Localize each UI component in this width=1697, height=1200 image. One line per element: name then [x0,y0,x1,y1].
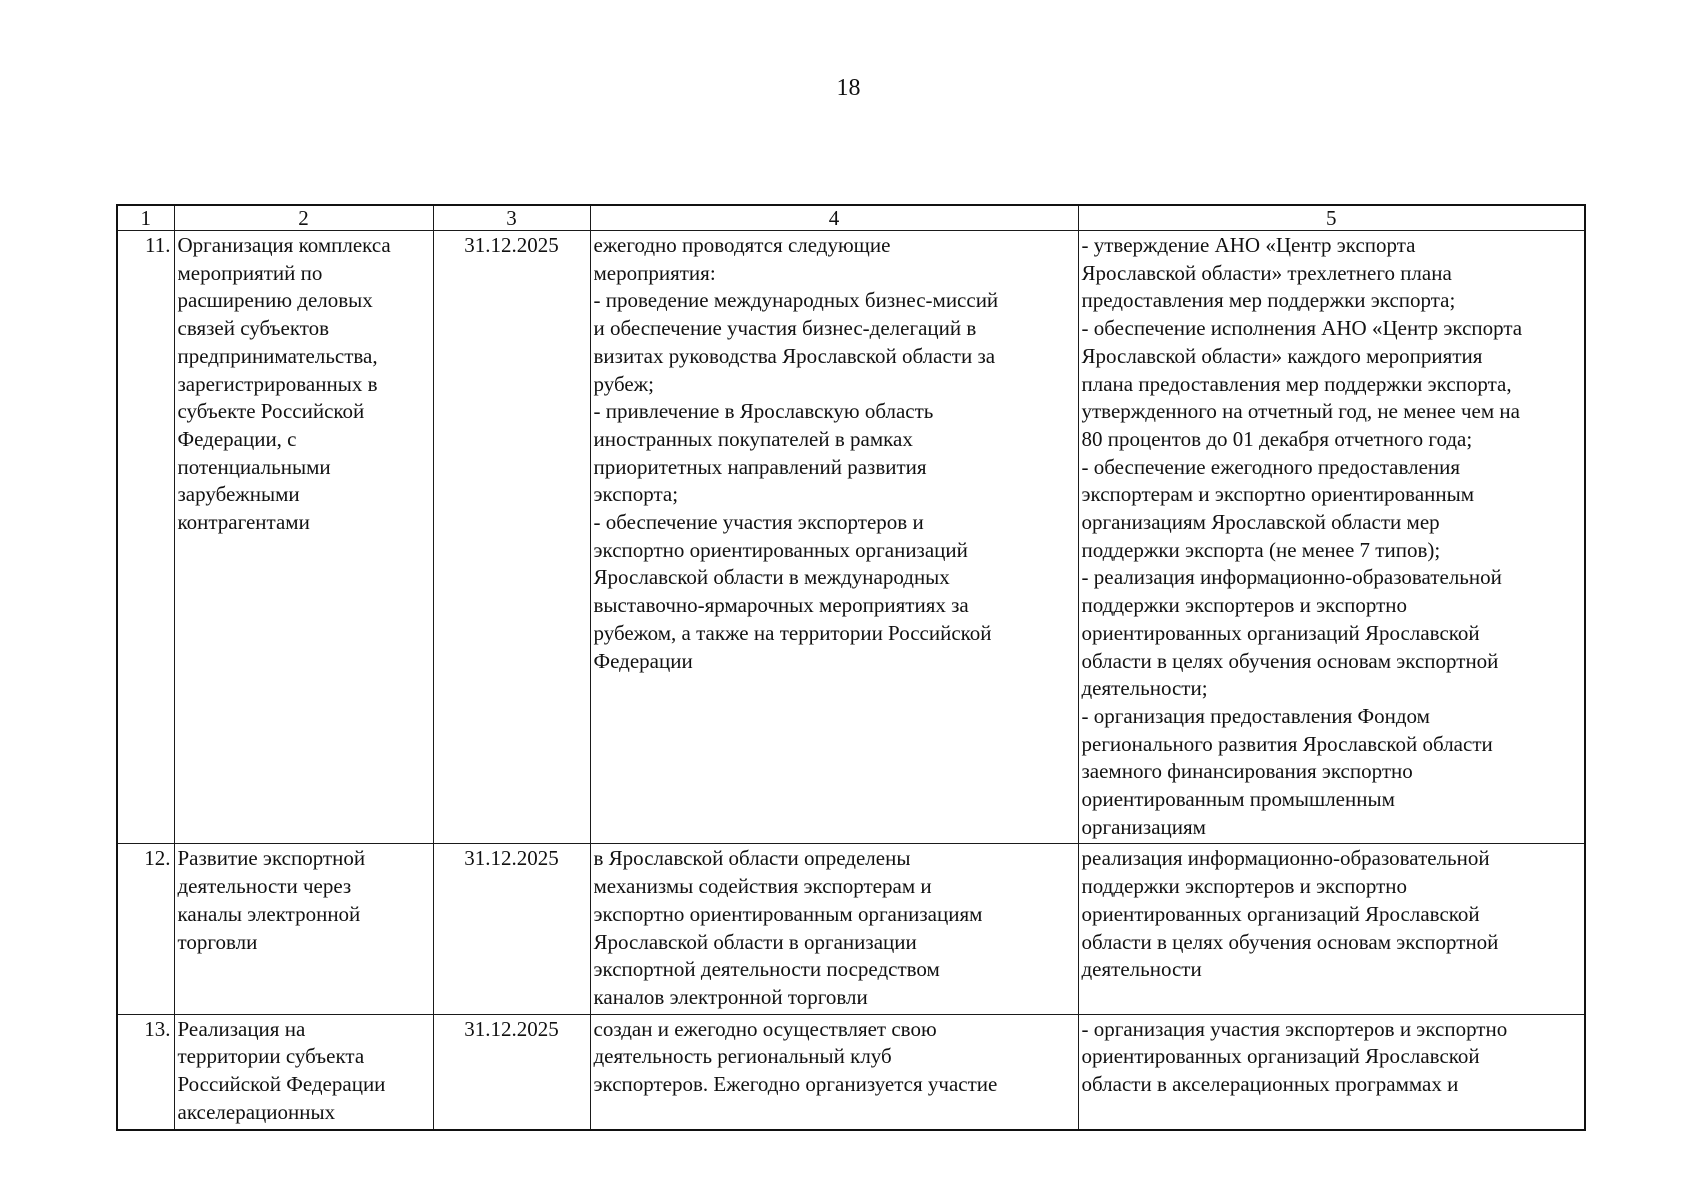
description-cell [590,844,1078,1014]
description-cell [590,1014,1078,1129]
result-line: поддержки экспортеров и экспортно [1081,593,1408,618]
result-line: реализация информационно-образовательной [1081,846,1490,871]
description-line: экспортно ориентированных организаций [593,537,968,562]
result-line: деятельности; [1081,676,1208,701]
measure-name-line: предпринимательства, [177,343,378,368]
result-line: организациям [1081,814,1206,839]
measure-name-line: потенциальными [177,454,331,479]
result-line: - обеспечение ежегодного предоставления [1081,454,1461,479]
measure-name-line: зарубежными [177,482,300,507]
column-header-5: 5 [1078,205,1585,231]
result-line: поддержки экспортеров и экспортно [1081,874,1408,899]
result-cell [1078,1014,1585,1129]
column-header-2: 2 [174,205,433,231]
measure-name-line: зарегистрированных в [177,371,378,396]
measure-name-line: Федерации, с [177,426,297,451]
measures-table [116,204,1586,1131]
result-line: - организация предоставления Фондом [1081,703,1430,728]
description-line: - проведение международных бизнес-миссий [593,288,999,313]
table-body [117,231,1585,1130]
result-cell [1078,844,1585,1014]
result-line: ориентированным промышленным [1081,787,1395,812]
description-line: Ярославской области в международных [593,565,950,590]
result-line: экспортерам и экспортно ориентированным [1081,482,1475,507]
description-line: иностранных покупателей в рамках [593,426,913,451]
table-row [117,231,1585,844]
description-line: визитах руководства Ярославской области за [593,343,996,368]
result-line: ориентированных организаций Ярославской [1081,1044,1480,1069]
column-header-1: 1 [117,205,174,231]
result-line: Ярославской области» каждого мероприятия [1081,343,1483,368]
measure-name-line: Развитие экспортной [177,846,366,871]
description-line: рубежом, а также на территории Российской [593,620,992,645]
result-line: области в целях обучения основам экспортной [1081,929,1499,954]
result-line: - организация участия экспортеров и экспортно [1081,1016,1508,1041]
measure-name-line: связей субъектов [177,316,330,341]
description-line: создан и ежегодно осуществляет свою [593,1016,937,1041]
measure-name-line: Российской Федерации [177,1072,386,1097]
result-line: 80 процентов до 01 декабря отчетного года; [1081,426,1473,451]
measure-name-line: Организация комплекса [177,233,391,257]
measure-name-cell [174,844,433,1014]
row-number: 11. [117,231,174,844]
result-line: - утверждение АНО «Центр экспорта [1081,233,1416,257]
measure-name-line: расширению деловых [177,288,373,313]
description-line: и обеспечение участия бизнес-делегаций в [593,316,977,341]
result-line: утвержденного на отчетный год, не менее чем на [1081,399,1520,424]
description-line: экспортеров. Ежегодно организуется участие [593,1072,998,1097]
result-line: ориентированных организаций Ярославской [1081,620,1480,645]
description-line: механизмы содействия экспортерам и [593,874,932,899]
description-line: экспортной деятельности посредством [593,957,940,982]
deadline-date: 31.12.2025 [433,1014,590,1129]
result-line: регионального развития Ярославской области [1081,731,1493,756]
measure-name-line: мероприятий по [177,260,323,285]
description-line: - привлечение в Ярославскую область [593,399,934,424]
measure-name-line: субъекте Российской [177,399,365,424]
deadline-date: 31.12.2025 [433,844,590,1014]
result-line: поддержки экспорта (не менее 7 типов); [1081,537,1441,562]
measure-name-line: контрагентами [177,510,310,535]
table-row [117,1014,1585,1129]
description-line: выставочно-ярмарочных мероприятиях за [593,593,969,618]
description-line: - обеспечение участия экспортеров и [593,510,924,535]
description-line: мероприятия: [593,260,716,285]
column-header-3: 3 [433,205,590,231]
description-line: Федерации [593,648,693,673]
description-cell [590,231,1078,844]
deadline-date: 31.12.2025 [433,231,590,844]
result-line: области в акселерационных программах и [1081,1072,1459,1097]
header-row [117,205,1585,231]
column-header-4: 4 [590,205,1078,231]
measure-name-cell [174,231,433,844]
result-cell [1078,231,1585,844]
description-line: каналов электронной торговли [593,984,868,1009]
measure-name-line: территории субъекта [177,1044,365,1069]
result-line: заемного финансирования экспортно [1081,759,1413,784]
description-line: в Ярославской области определены [593,846,911,871]
result-line: плана предоставления мер поддержки экспорта, [1081,371,1512,396]
measure-name-line: акселерационных [177,1099,336,1124]
result-line: предоставления мер поддержки экспорта; [1081,288,1456,313]
page-number: 18 [836,75,861,101]
measure-name-line: каналы электронной [177,901,361,926]
measure-name-line: деятельности через [177,874,352,899]
result-line: области в целях обучения основам экспортной [1081,648,1499,673]
description-line: экспортно ориентированным организациям [593,901,983,926]
description-line: экспорта; [593,482,679,507]
description-line: ежегодно проводятся следующие [593,233,891,257]
description-line: Ярославской области в организации [593,929,917,954]
measure-name-line: торговли [177,929,258,954]
result-line: - обеспечение исполнения АНО «Центр экспорта [1081,316,1523,341]
result-line: Ярославской области» трехлетнего плана [1081,260,1452,285]
measure-name-line: Реализация на [177,1016,306,1041]
description-line: рубеж; [593,371,655,396]
row-number: 12. [117,844,174,1014]
measure-name-cell [174,1014,433,1129]
row-number: 13. [117,1014,174,1129]
result-line: организациям Ярославской области мер [1081,510,1440,535]
result-line: деятельности [1081,957,1202,982]
result-line: ориентированных организаций Ярославской [1081,901,1480,926]
description-line: деятельность региональный клуб [593,1044,892,1069]
table-row [117,844,1585,1014]
table-header [117,205,1585,231]
description-line: приоритетных направлений развития [593,454,927,479]
result-line: - реализация информационно-образовательной [1081,565,1502,590]
